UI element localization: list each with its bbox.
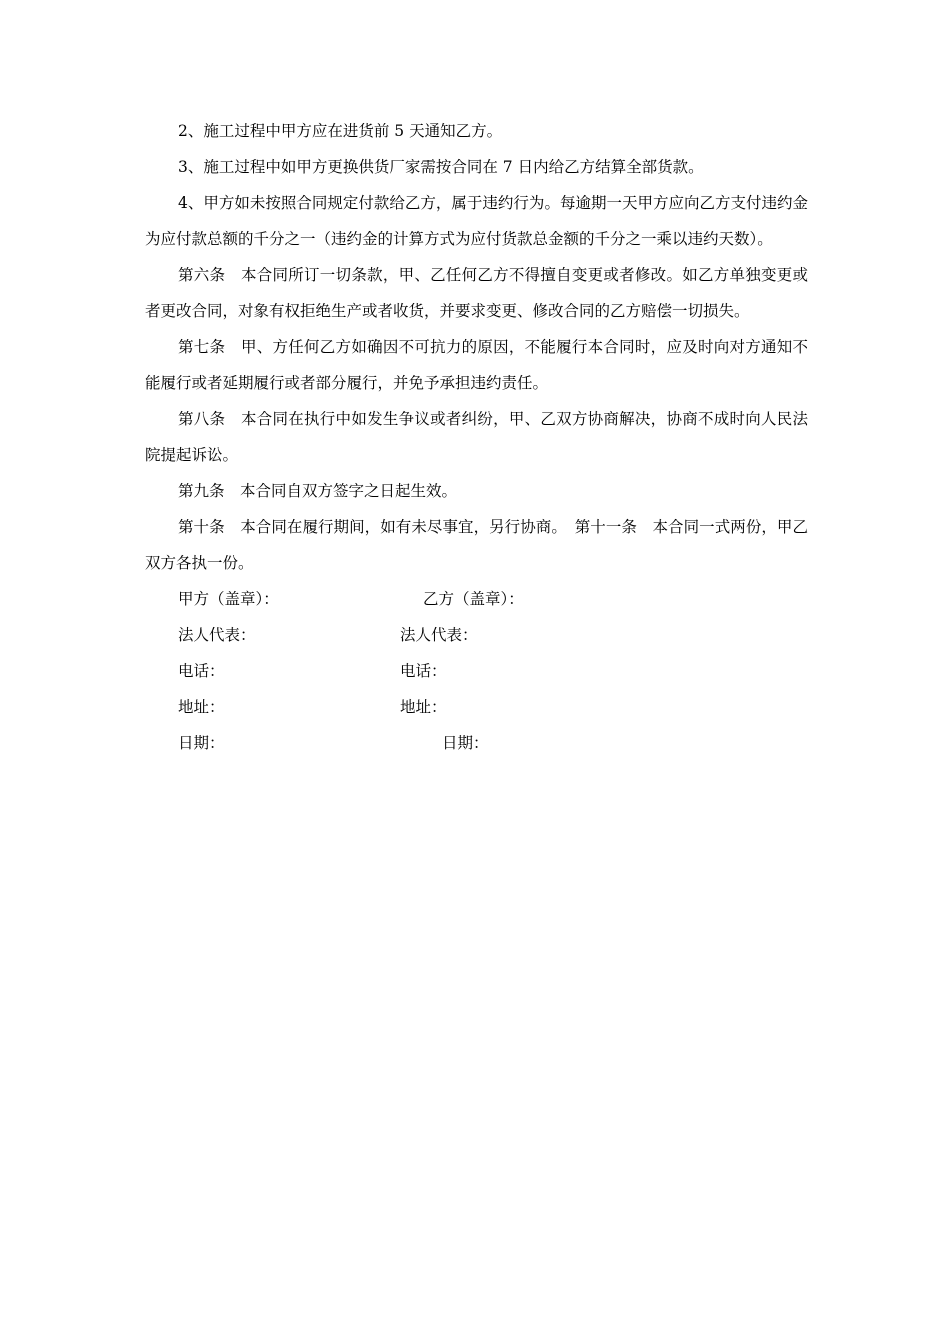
address-row	[145, 689, 808, 725]
signature-block	[145, 581, 808, 761]
date-row	[145, 725, 808, 761]
party-b-address-label: 地址：	[400, 698, 447, 716]
clause-item-2: 2、施工过程中甲方应在进货前 5 天通知乙方。	[178, 122, 503, 140]
party-a-phone-label: 电话：	[178, 662, 225, 680]
party-a-date-label: 日期：	[178, 734, 225, 752]
article-9: 第九条 本合同自双方签字之日起生效。	[178, 482, 458, 500]
seal-row	[145, 581, 808, 617]
party-b-rep-label: 法人代表：	[400, 626, 478, 644]
clause-item-3: 3、施工过程中如甲方更换供货厂家需按合同在 7 日内给乙方结算全部货款。	[178, 158, 704, 176]
party-b-date-label: 日期：	[442, 734, 489, 752]
clause-item-4: 4、甲方如未按照合同规定付款给乙方，属于违约行为。每逾期一天甲方应向乙方支付违约金为应付款总额的千分之一（违约金的计算方式为应付货款总金额的千分之一乘以违约天数）。	[145, 194, 808, 248]
article-7: 第七条 甲、方任何乙方如确因不可抗力的原因，不能履行本合同时，应及时向对方通知不能履行或者延期履行或者部分履行，并免予承担违约责任。	[145, 338, 808, 392]
document-body	[145, 113, 808, 761]
party-b-seal-label: 乙方（盖章）：	[423, 590, 524, 608]
article-10-11: 第十条 本合同在履行期间，如有未尽事宜，另行协商。 第十一条 本合同一式两份，甲乙双方各执一份。	[145, 518, 808, 572]
party-a-rep-label: 法人代表：	[178, 626, 256, 644]
article-8: 第八条 本合同在执行中如发生争议或者纠纷，甲、乙双方协商解决，协商不成时向人民法院提起诉讼。	[145, 410, 808, 464]
phone-row	[145, 653, 808, 689]
representative-row	[145, 617, 808, 653]
party-a-seal-label: 甲方（盖章）：	[178, 590, 279, 608]
party-a-address-label: 地址：	[178, 698, 225, 716]
party-b-phone-label: 电话：	[400, 662, 447, 680]
article-6: 第六条 本合同所订一切条款，甲、乙任何乙方不得擅自变更或者修改。如乙方单独变更或者更改合同，对象有权拒绝生产或者收货，并要求变更、修改合同的乙方赔偿一切损失。	[145, 266, 808, 320]
